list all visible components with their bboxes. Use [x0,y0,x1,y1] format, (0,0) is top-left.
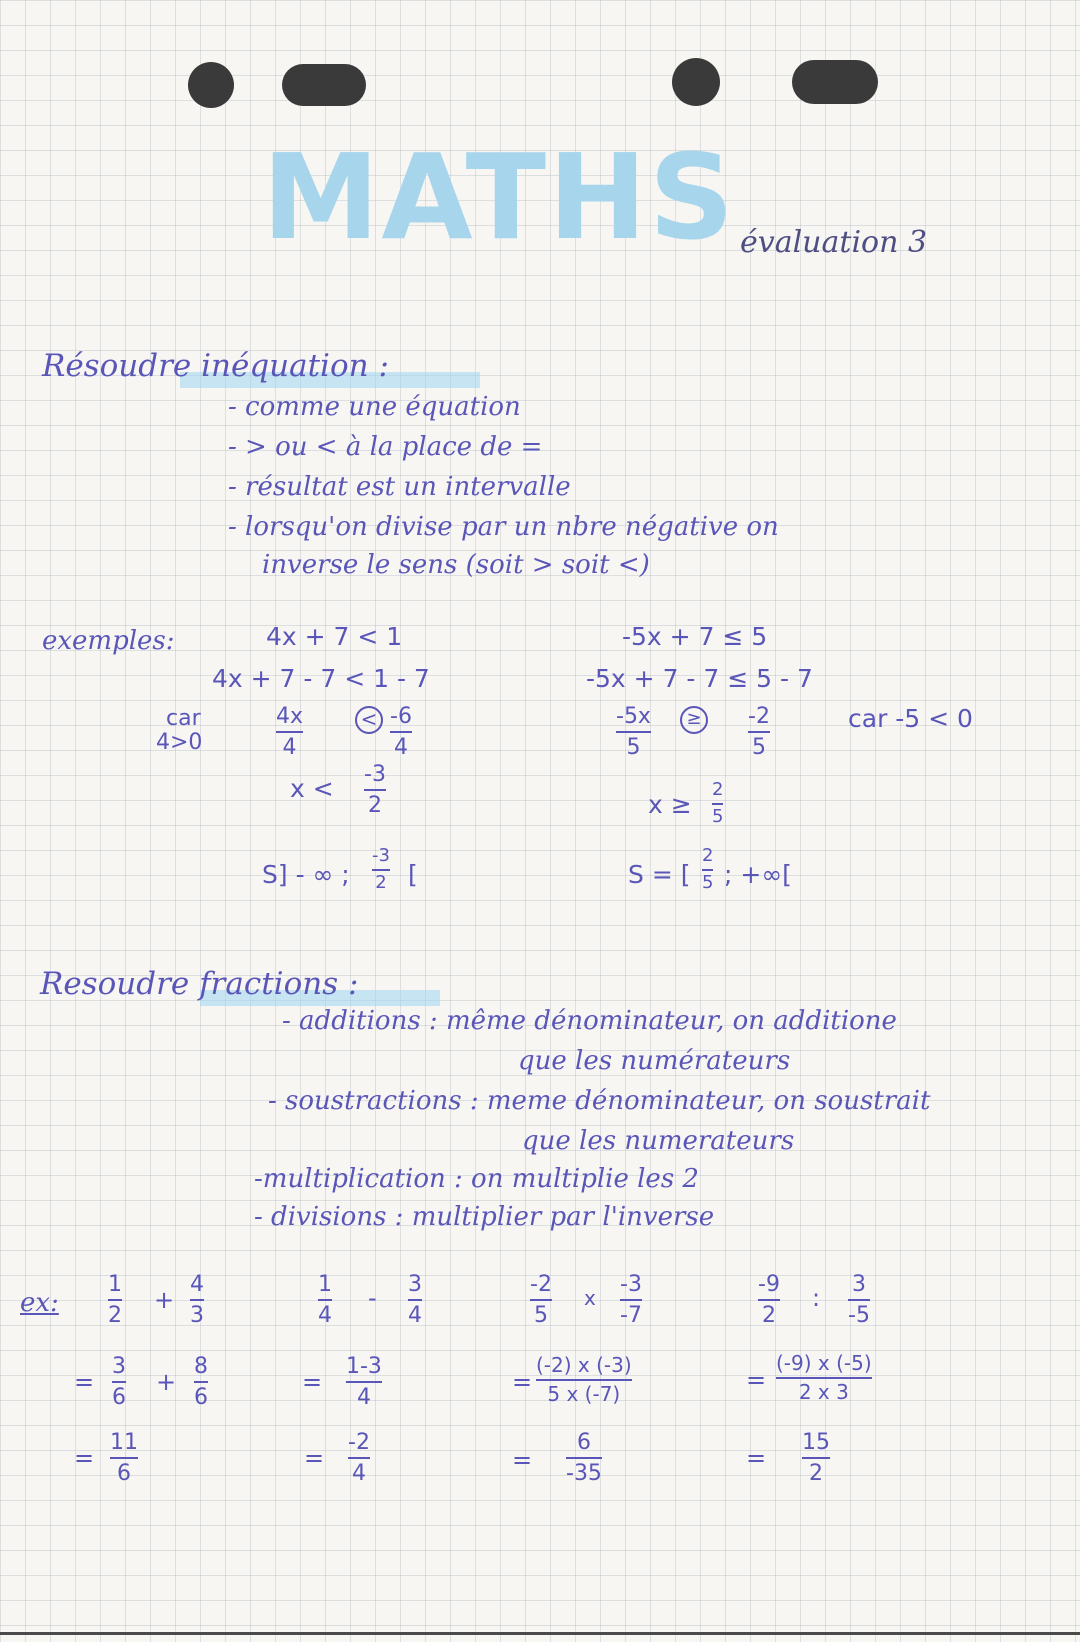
add-fraction [108,1272,122,1329]
denominator: 2 [367,793,382,819]
fraction-bar [776,1377,872,1379]
fraction-bar [390,731,412,733]
fraction-bar [372,869,390,871]
fraction-bar [802,1457,830,1459]
sub-fraction [408,1272,422,1329]
binder-hole [282,64,366,106]
rule-line: - divisions : multiplier par l'inverse [254,1202,715,1232]
section-heading-fractions: Resoudre fractions : [40,966,359,1002]
ex1-operator: < [355,706,383,734]
fraction-bar [536,1379,632,1381]
ex2-line1: -5x + 7 ≤ 5 [622,622,768,651]
numerator: (-9) x (-5) [776,1351,872,1375]
numerator: 3 [408,1272,422,1297]
fraction-bar [702,869,713,871]
mul-result [566,1430,602,1487]
equals-sign: = [74,1444,95,1472]
denominator: -7 [620,1303,642,1329]
add-result [110,1430,138,1487]
add-operator: + [156,1368,177,1396]
mul-fraction [536,1354,632,1406]
ex2-line2: -5x + 7 - 7 ≤ 5 - 7 [586,664,813,693]
fraction-bar [276,731,303,733]
denominator: 4 [408,1303,422,1329]
rule-line: - lorsqu'on divise par un nbre négative on [228,512,779,542]
denominator: 3 [190,1303,204,1329]
examples-label: exemples: [42,626,175,656]
fraction-bar [408,1299,422,1301]
numerator: 3 [112,1354,126,1379]
equals-sign: = [512,1446,533,1474]
numerator: 2 [712,779,724,800]
denominator: 5 [626,735,641,761]
ex2-fraction [712,780,723,827]
numerator: 2 [702,845,714,866]
rule-line: - comme une équation [228,392,521,422]
numerator: 1-3 [346,1354,382,1379]
fraction-bar [190,1299,204,1301]
numerator: 11 [110,1430,138,1455]
binder-hole [792,60,878,104]
ex1-note: 4>0 [156,730,203,755]
fraction-bar [566,1457,602,1459]
denominator: 5 x (-7) [547,1382,621,1406]
denominator: -35 [566,1461,602,1487]
fraction-bar [108,1299,122,1301]
fraction-bar [348,1457,370,1459]
numerator: -3 [372,845,390,866]
fraction-bar [318,1299,332,1301]
numerator: 1 [108,1272,122,1297]
rule-line: - soustractions : meme dénominateur, on soustrait [268,1086,931,1116]
sub-fraction [318,1272,332,1329]
fraction-bar [112,1381,126,1383]
ex2-fraction [702,846,713,893]
equals-sign: = [304,1444,325,1472]
add-fraction [194,1354,208,1411]
denominator: 4 [282,735,297,761]
fraction-bar [848,1299,870,1301]
fraction-bar [364,789,386,791]
ex1-solution: S] - ∞ ; [262,860,350,889]
mul-fraction [620,1272,642,1329]
denominator: 5 [533,1303,548,1329]
denominator: 2 [809,1461,823,1487]
rule-line: inverse le sens (soit > soit <) [262,550,650,580]
fraction-bar [712,803,723,805]
ex1-note: car [166,706,201,731]
equals-sign: = [512,1368,533,1396]
sub-fraction [346,1354,382,1411]
page-title: MATHS [262,128,736,266]
numerator: -9 [758,1272,780,1297]
section-heading-inequations: Résoudre inéquation : [42,348,389,384]
numerator: 6 [576,1430,591,1455]
fraction-bar [110,1457,138,1459]
rule-line: que les numerateurs [522,1126,795,1156]
div-operator: : [812,1284,821,1312]
sub-result [348,1430,370,1487]
denominator: 5 [751,735,766,761]
denominator: 4 [356,1385,371,1411]
numerator: -2 [348,1430,370,1455]
denominator: 4 [351,1461,366,1487]
ex2-fraction [748,704,770,761]
binder-hole [672,58,720,106]
ex1-solution-bracket: [ [408,860,418,889]
rule-line: - additions : même dénominateur, on additione [282,1006,897,1036]
ex1-result: x < [290,774,334,803]
ex2-note: car -5 < 0 [848,704,973,733]
equals-sign: = [746,1444,767,1472]
denominator: 2 [108,1303,122,1329]
numerator: -3 [364,762,386,787]
numerator: 4 [190,1272,204,1297]
ex1-line1: 4x + 7 < 1 [266,622,403,651]
numerator: 1 [318,1272,332,1297]
div-fraction [848,1272,870,1329]
denominator: 6 [117,1461,131,1487]
sub-operator: - [368,1284,377,1312]
denominator: 4 [318,1303,332,1329]
numerator: -2 [530,1272,552,1297]
rule-line: - > ou < à la place de = [228,432,543,462]
fraction-bar [620,1299,642,1301]
ex2-solution-interval: ; +∞[ [724,860,792,889]
denominator: 2 x 3 [798,1380,849,1404]
div-result [802,1430,830,1487]
numerator: 3 [851,1272,866,1297]
ex1-line2: 4x + 7 - 7 < 1 - 7 [212,664,430,693]
rule-line: que les numérateurs [518,1046,791,1076]
fraction-bar [194,1381,208,1383]
numerator: -2 [748,704,770,729]
ex2-operator: ≥ [680,706,708,734]
denominator: 5 [702,871,714,893]
mul-fraction [530,1272,552,1329]
equals-sign: = [302,1368,323,1396]
denominator: 5 [712,805,724,827]
denominator: 6 [194,1385,208,1411]
add-fraction [112,1354,126,1411]
numerator: 15 [802,1430,830,1455]
fraction-bar [346,1381,382,1383]
equals-sign: = [746,1366,767,1394]
ex1-fraction [276,704,303,761]
denominator: 4 [393,735,408,761]
ex1-fraction [364,762,386,819]
numerator: -3 [620,1272,642,1297]
numerator: 8 [194,1354,208,1379]
page-subtitle: évaluation 3 [740,225,928,260]
add-fraction [190,1272,204,1329]
rule-line: - résultat est un intervalle [228,472,571,502]
fraction-bar [530,1299,552,1301]
fraction-bar [758,1299,780,1301]
equals-sign: = [74,1368,95,1396]
ex2-result: x ≥ [648,790,692,819]
fraction-bar [616,731,651,733]
ex2-solution: S = [ [628,860,691,889]
numerator: (-2) x (-3) [536,1353,632,1377]
add-operator: + [154,1286,175,1314]
denominator: -5 [848,1303,870,1329]
numerator: -6 [390,704,412,729]
binder-hole [188,62,234,108]
ex2-fraction [616,704,651,761]
denominator: 2 [375,871,387,893]
fraction-bar [748,731,770,733]
denominator: 6 [112,1385,126,1411]
ex-label: ex: [20,1288,59,1318]
rule-line: -multiplication : on multiplie les 2 [254,1164,699,1194]
ex1-fraction [390,704,412,761]
ex1-fraction [372,846,390,893]
div-fraction [758,1272,780,1329]
mul-operator: x [584,1286,596,1310]
page-bottom-edge [0,1632,1080,1635]
div-fraction [776,1352,872,1404]
numerator: 4x [276,704,304,729]
denominator: 2 [761,1303,776,1329]
numerator: -5x [616,704,651,729]
